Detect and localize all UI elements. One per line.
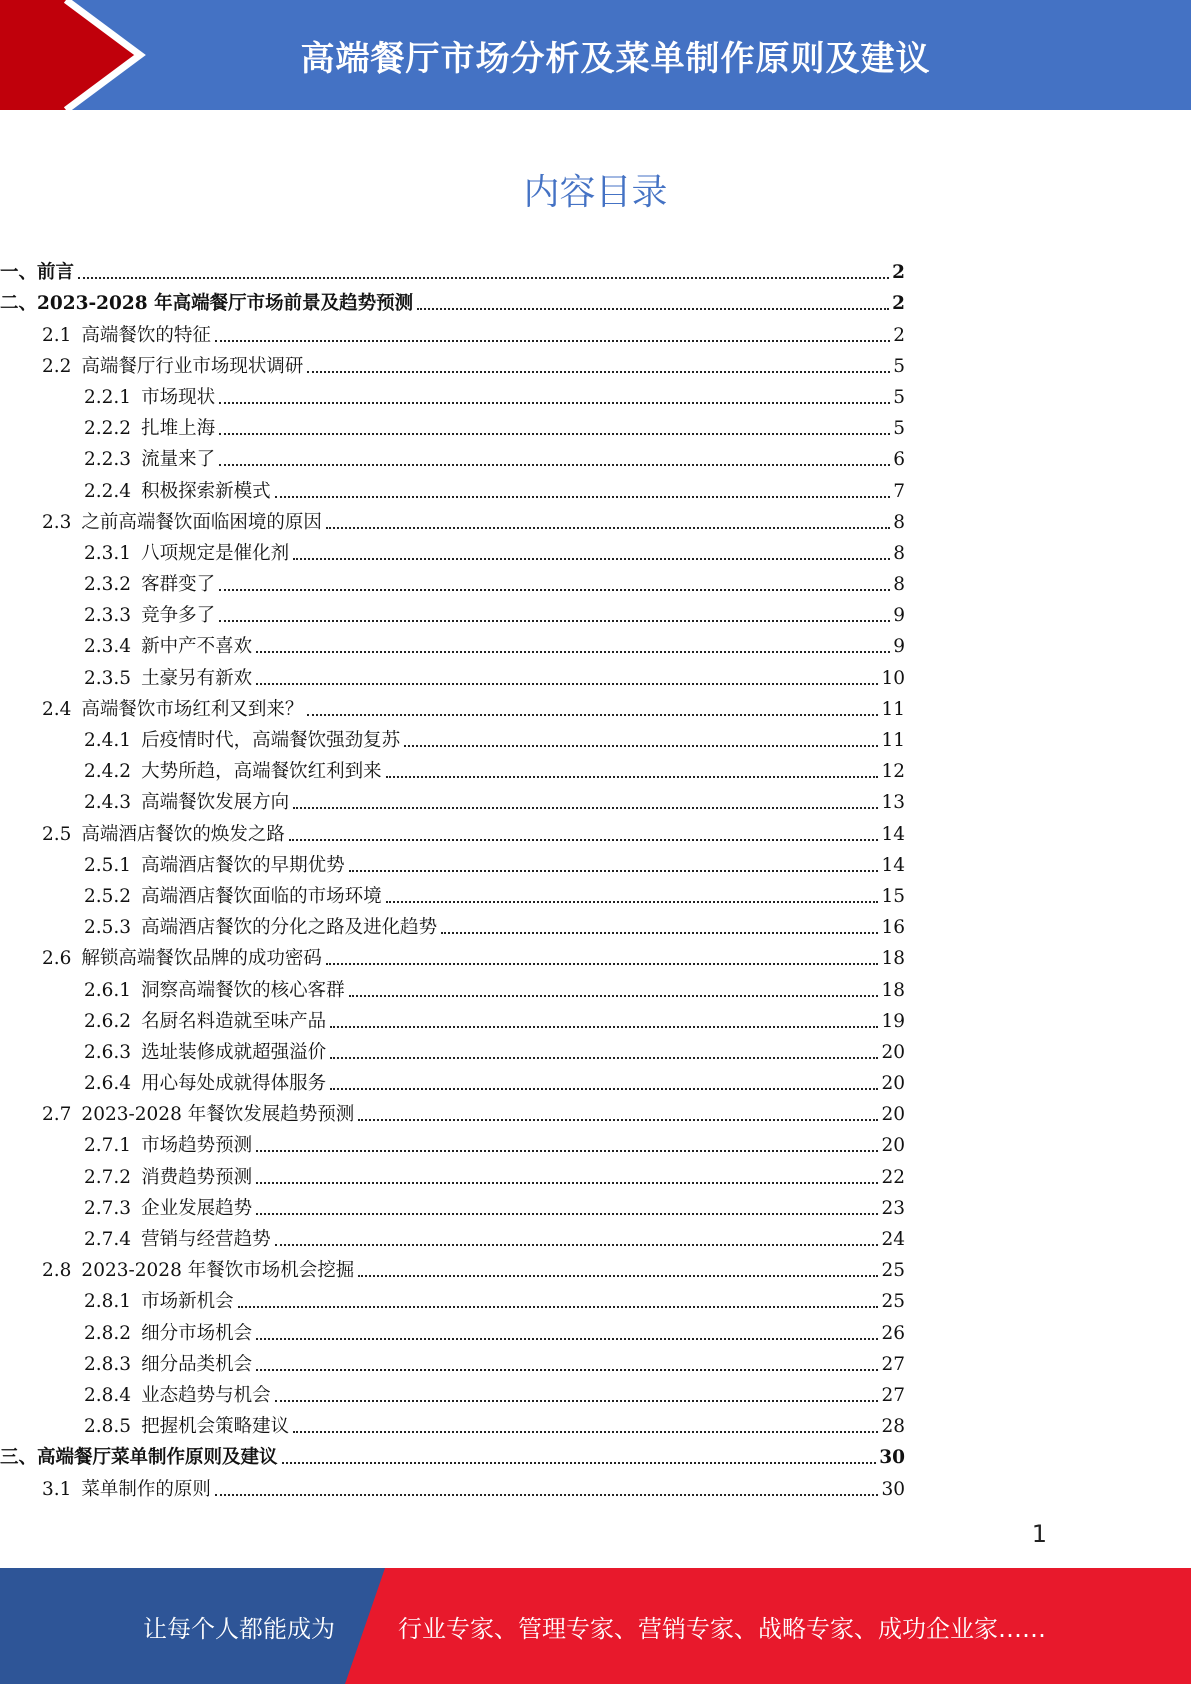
toc-entry-number: 二、 (0, 293, 38, 315)
toc-entry[interactable] (0, 1345, 905, 1376)
toc-entry[interactable] (0, 783, 905, 814)
toc-entry-label (84, 917, 437, 939)
toc-entry-title: 客群变了 (141, 574, 216, 596)
toc-entry-title: 前言 (37, 262, 75, 284)
toc-dot-leader (293, 807, 878, 809)
toc-entry[interactable] (0, 1033, 905, 1064)
toc-entry-page: 20 (881, 1073, 905, 1095)
header-bar (0, 0, 1191, 110)
toc-entry-title: 扎堆上海 (141, 418, 216, 440)
chevron-arrow-icon (0, 0, 160, 110)
toc-entry-label (84, 792, 289, 814)
toc-entry-label (84, 1167, 252, 1189)
toc-entry-title: 选址装修成就超强溢价 (141, 1041, 327, 1063)
toc-dot-leader (78, 277, 889, 279)
toc-entry-number: 3.1 (42, 1478, 72, 1500)
toc-dot-leader (275, 496, 891, 498)
toc-entry-number: 2.6.2 (84, 1010, 132, 1032)
toc-entry-title: 高端餐厅行业市场现状调研 (81, 355, 304, 377)
toc-dot-leader (358, 1119, 878, 1121)
toc-entry-page: 22 (881, 1166, 905, 1188)
toc-entry-label (84, 543, 289, 565)
toc-entry-number: 2.2 (42, 355, 72, 377)
toc-dot-leader (219, 589, 890, 591)
toc-entry[interactable] (0, 347, 905, 378)
toc-entry-number: 2.3.4 (84, 636, 132, 658)
toc-entry[interactable] (0, 658, 905, 689)
toc-entry-label (84, 481, 271, 503)
toc-entry-page: 13 (881, 792, 905, 814)
toc-entry-label (84, 1323, 252, 1345)
toc-entry[interactable] (0, 409, 905, 440)
toc-entry[interactable] (0, 471, 905, 502)
toc-entry-number: 2.2.4 (84, 480, 132, 502)
toc-entry[interactable] (0, 596, 905, 627)
toc-dot-leader (219, 433, 890, 435)
toc-entry-page: 23 (881, 1197, 905, 1219)
toc-dot-leader (349, 995, 879, 997)
toc-entry-label (84, 636, 252, 658)
toc-dot-leader (307, 714, 878, 716)
toc-entry-label (84, 1135, 252, 1157)
toc-entry-number: 2.8.1 (84, 1291, 132, 1313)
toc-entry-label (84, 1198, 252, 1220)
toc-entry[interactable] (0, 1220, 905, 1251)
toc-dot-leader (256, 1182, 878, 1184)
toc-entry[interactable] (0, 1002, 905, 1033)
toc-entry[interactable] (0, 1189, 905, 1220)
toc-dot-leader (417, 308, 889, 310)
toc-entry-label (84, 730, 400, 752)
toc-entry-page: 8 (893, 542, 905, 564)
toc-entry-page: 5 (893, 355, 905, 377)
toc-dot-leader (326, 527, 890, 529)
toc-entry-label (84, 1291, 234, 1313)
toc-entry-number: 2.4.3 (84, 792, 132, 814)
toc-dot-leader (293, 1431, 878, 1433)
toc-entry-label (84, 574, 215, 596)
toc-entry-label (42, 1260, 354, 1282)
toc-entry[interactable] (0, 1313, 905, 1344)
toc-entry-title: 名厨名料造就至味产品 (141, 1010, 327, 1032)
toc-entry-label (42, 699, 303, 721)
toc-entry[interactable] (0, 627, 905, 658)
toc-entry-title: 后疫情时代，高端餐饮强劲复苏 (141, 730, 401, 751)
toc-entry-page: 18 (881, 979, 905, 1001)
toc-entry[interactable] (0, 939, 905, 970)
toc-dot-leader (386, 776, 879, 778)
toc-entry-page: 11 (881, 698, 905, 720)
toc-dot-leader (326, 963, 879, 965)
toc-entry-page: 20 (881, 1135, 905, 1157)
toc-entry[interactable] (0, 378, 905, 409)
toc-dot-leader (256, 1369, 878, 1371)
toc-entry-title: 市场新机会 (141, 1291, 234, 1313)
toc-entry[interactable] (0, 1282, 905, 1313)
page-number: 1 (1031, 1520, 1047, 1548)
toc-dot-leader (238, 1306, 879, 1308)
table-of-contents (0, 253, 1191, 1501)
toc-entry[interactable] (0, 1095, 905, 1126)
toc-entry-label (42, 824, 285, 846)
toc-entry[interactable] (0, 503, 905, 534)
toc-entry-number: 2.3.5 (84, 667, 132, 689)
toc-entry-title: 解锁高端餐饮品牌的成功密码 (81, 948, 322, 970)
footer-slogan-right: 行业专家、管理专家、营销专家、战略专家、成功企业家…… (398, 1614, 1046, 1643)
toc-entry-title: 之前高端餐饮面临困境的原因 (81, 511, 322, 533)
toc-dot-leader (282, 1462, 877, 1464)
toc-entry-label (84, 1229, 271, 1251)
toc-entry-title: 营销与经营趋势 (141, 1229, 271, 1250)
toc-entry-label (84, 387, 215, 409)
toc-entry-number: 2.2.1 (84, 386, 132, 408)
toc-entry-label (84, 1416, 289, 1438)
toc-entry[interactable] (0, 690, 905, 721)
toc-entry-page: 5 (893, 418, 905, 440)
toc-entry-number: 2.6.4 (84, 1073, 132, 1095)
toc-entry-title: 高端酒店餐饮面临的市场环境 (141, 885, 382, 907)
toc-dot-leader (349, 870, 879, 872)
toc-entry-number: 2.7.4 (84, 1229, 132, 1250)
toc-dot-leader (256, 1213, 878, 1215)
toc-entry-title: 高端餐饮的特征 (81, 324, 211, 346)
toc-entry-page: 14 (881, 854, 905, 876)
toc-entry-label (42, 325, 211, 347)
toc-dot-leader (404, 745, 878, 747)
toc-dot-leader (330, 1088, 878, 1090)
toc-entry-title: 高端酒店餐饮的分化之路及进化趋势 (141, 917, 438, 939)
toc-dot-leader (358, 1275, 878, 1277)
toc-entry-title: 2023-2028 年餐饮市场机会挖掘 (81, 1260, 355, 1282)
toc-entry[interactable] (0, 284, 905, 315)
toc-entry[interactable] (0, 846, 905, 877)
toc-entry[interactable] (0, 1126, 905, 1157)
toc-entry-page: 30 (881, 1478, 905, 1500)
toc-entry-page: 9 (893, 636, 905, 658)
toc-entry-number: 2.4.2 (84, 761, 132, 783)
toc-entry-label (84, 605, 215, 627)
toc-entry-title: 高端餐厅菜单制作原则及建议 (37, 1447, 278, 1469)
toc-entry-label (0, 262, 74, 284)
toc-entry[interactable] (0, 1407, 905, 1438)
toc-entry-title: 细分市场机会 (141, 1322, 253, 1344)
toc-entry-label (84, 1354, 252, 1376)
toc-entry[interactable] (0, 1251, 905, 1282)
toc-entry-page: 14 (881, 823, 905, 845)
toc-dot-leader (289, 839, 879, 841)
toc-entry-page: 18 (881, 948, 905, 970)
toc-entry-page: 2 (892, 293, 905, 315)
toc-entry-page: 19 (881, 1010, 905, 1032)
toc-entry-page: 11 (881, 730, 905, 751)
toc-entry-title: 大势所趋，高端餐饮红利到来 (141, 761, 382, 783)
document-title: 高端餐厅市场分析及菜单制作原则及建议 (300, 38, 931, 79)
toc-entry[interactable] (0, 721, 905, 752)
toc-entry-title: 2023-2028 年餐饮发展趋势预测 (81, 1104, 355, 1126)
toc-entry-label (42, 948, 322, 970)
toc-dot-leader (275, 1400, 879, 1402)
toc-entry-page: 8 (893, 574, 905, 596)
toc-entry-page: 26 (881, 1322, 905, 1344)
toc-entry[interactable] (0, 1157, 905, 1188)
toc-entry-number: 2.8.2 (84, 1322, 132, 1344)
toc-entry[interactable] (0, 970, 905, 1001)
toc-entry-page: 10 (881, 667, 905, 689)
toc-entry-number: 2.5.2 (84, 885, 132, 907)
toc-entry-label (42, 1479, 211, 1501)
toc-entry[interactable] (0, 1064, 905, 1095)
toc-entry-number: 一、 (0, 262, 38, 284)
toc-dot-leader (256, 651, 890, 653)
toc-entry-title: 用心每处成就得体服务 (141, 1073, 327, 1095)
toc-entry-number: 2.7 (42, 1104, 72, 1126)
toc-entry-number: 2.1 (42, 324, 72, 346)
toc-entry-number: 2.4 (42, 698, 72, 720)
toc-entry-title: 企业发展趋势 (141, 1197, 253, 1219)
toc-entry-page: 7 (893, 480, 905, 502)
toc-entry-page: 2 (893, 324, 905, 346)
toc-entry-number: 2.3.3 (84, 605, 132, 627)
toc-dot-leader (256, 683, 878, 685)
toc-entry-title: 市场现状 (141, 386, 216, 408)
toc-entry-page: 20 (881, 1041, 905, 1063)
toc-entry-number: 2.4.1 (84, 730, 132, 751)
toc-entry-label (84, 668, 252, 690)
toc-dot-leader (219, 464, 890, 466)
toc-entry-label (42, 1104, 354, 1126)
toc-dot-leader (219, 620, 890, 622)
toc-entry[interactable] (0, 253, 905, 284)
toc-entry-label (42, 356, 303, 378)
toc-dot-leader (275, 1244, 879, 1246)
toc-entry-page: 5 (893, 386, 905, 408)
toc-entry-title: 积极探索新模式 (141, 480, 271, 502)
toc-entry-page: 8 (893, 511, 905, 533)
toc-entry[interactable] (0, 1376, 905, 1407)
toc-dot-leader (293, 558, 890, 560)
toc-entry-title: 业态趋势与机会 (141, 1384, 271, 1406)
toc-entry-page: 12 (881, 761, 905, 783)
toc-entry-title: 市场趋势预测 (141, 1135, 253, 1157)
toc-entry-label (84, 418, 215, 440)
toc-entry-page: 9 (893, 605, 905, 627)
toc-entry-title: 消费趋势预测 (141, 1166, 253, 1188)
toc-entry-page: 27 (881, 1384, 905, 1406)
toc-entry-page: 27 (881, 1353, 905, 1375)
toc-entry-number: 2.6 (42, 948, 72, 970)
toc-dot-leader (386, 901, 879, 903)
toc-entry-number: 2.3 (42, 511, 72, 533)
toc-entry-label (0, 1447, 278, 1469)
toc-entry[interactable] (0, 1469, 905, 1500)
toc-entry-label (84, 886, 382, 908)
toc-entry-title: 高端餐饮发展方向 (141, 792, 290, 814)
toc-entry-title: 2023-2028 年高端餐厅市场前景及趋势预测 (37, 293, 414, 315)
toc-entry-page: 15 (881, 885, 905, 907)
toc-entry-page: 24 (881, 1229, 905, 1250)
toc-entry-number: 2.3.1 (84, 542, 132, 564)
toc-entry[interactable] (0, 752, 905, 783)
toc-entry[interactable] (0, 814, 905, 845)
toc-entry-page: 25 (881, 1260, 905, 1282)
toc-entry-title: 细分品类机会 (141, 1353, 253, 1375)
toc-entry-number: 2.2.2 (84, 418, 132, 440)
toc-entry-page: 6 (893, 449, 905, 471)
toc-entry-label (84, 1385, 271, 1407)
toc-entry-number: 2.8.4 (84, 1384, 132, 1406)
toc-entry-number: 2.3.2 (84, 574, 132, 596)
toc-entry-number: 2.6.1 (84, 979, 132, 1001)
toc-entry-label (42, 512, 322, 534)
toc-entry-page: 30 (879, 1447, 905, 1469)
toc-heading: 内容目录 (523, 172, 668, 213)
toc-entry-title: 洞察高端餐饮的核心客群 (141, 979, 345, 1001)
toc-dot-leader (219, 402, 890, 404)
toc-entry-number: 2.8.3 (84, 1353, 132, 1375)
toc-entry[interactable] (0, 877, 905, 908)
toc-entry-number: 2.5 (42, 823, 72, 845)
toc-dot-leader (441, 932, 878, 934)
toc-entry-title: 高端酒店餐饮的焕发之路 (81, 823, 285, 845)
toc-entry-title: 菜单制作的原则 (81, 1478, 211, 1500)
footer-bar (0, 1568, 1191, 1684)
toc-entry-number: 2.6.3 (84, 1041, 132, 1063)
toc-entry-number: 2.2.3 (84, 449, 132, 471)
toc-entry-label (84, 980, 345, 1002)
toc-entry-number: 2.7.1 (84, 1135, 132, 1157)
toc-entry-page: 28 (881, 1416, 905, 1438)
toc-entry-page: 2 (892, 262, 905, 284)
toc-entry-number: 2.7.3 (84, 1197, 132, 1219)
toc-entry-title: 土豪另有新欢 (141, 667, 253, 689)
toc-entry-title: 竞争多了 (141, 605, 216, 627)
toc-entry-page: 25 (881, 1291, 905, 1313)
toc-entry[interactable] (0, 1438, 905, 1469)
toc-entry-number: 2.7.2 (84, 1166, 132, 1188)
toc-entry-page: 16 (881, 917, 905, 939)
toc-dot-leader (330, 1026, 878, 1028)
toc-entry-page: 20 (881, 1104, 905, 1126)
toc-entry-title: 流量来了 (141, 449, 216, 471)
toc-entry-label (84, 855, 345, 877)
toc-entry-title: 高端餐饮市场红利又到来？ (81, 698, 304, 720)
toc-entry-number: 2.5.1 (84, 854, 132, 876)
footer-slogan-left: 让每个人都能成为 (143, 1614, 335, 1643)
toc-entry-title: 高端酒店餐饮的早期优势 (141, 854, 345, 876)
toc-entry-label (84, 1042, 326, 1064)
toc-dot-leader (256, 1150, 878, 1152)
toc-dot-leader (215, 1494, 879, 1496)
toc-entry[interactable] (0, 440, 905, 471)
toc-entry-label (84, 1073, 326, 1095)
toc-entry[interactable] (0, 315, 905, 346)
toc-entry[interactable] (0, 534, 905, 565)
toc-entry-number: 2.8.5 (84, 1416, 132, 1438)
toc-dot-leader (307, 371, 890, 373)
toc-entry-number: 2.5.3 (84, 917, 132, 939)
toc-dot-leader (330, 1057, 878, 1059)
toc-entry-number: 三、 (0, 1447, 38, 1469)
toc-entry-number: 2.8 (42, 1260, 72, 1282)
toc-entry-label (0, 293, 413, 315)
toc-entry[interactable] (0, 908, 905, 939)
toc-entry[interactable] (0, 565, 905, 596)
toc-dot-leader (215, 340, 890, 342)
toc-entry-label (84, 761, 382, 783)
toc-entry-title: 八项规定是催化剂 (141, 542, 290, 564)
toc-entry-title: 把握机会策略建议 (141, 1416, 290, 1438)
toc-entry-label (84, 449, 215, 471)
toc-entry-label (84, 1011, 326, 1033)
toc-dot-leader (256, 1338, 878, 1340)
toc-entry-title: 新中产不喜欢 (141, 636, 253, 658)
